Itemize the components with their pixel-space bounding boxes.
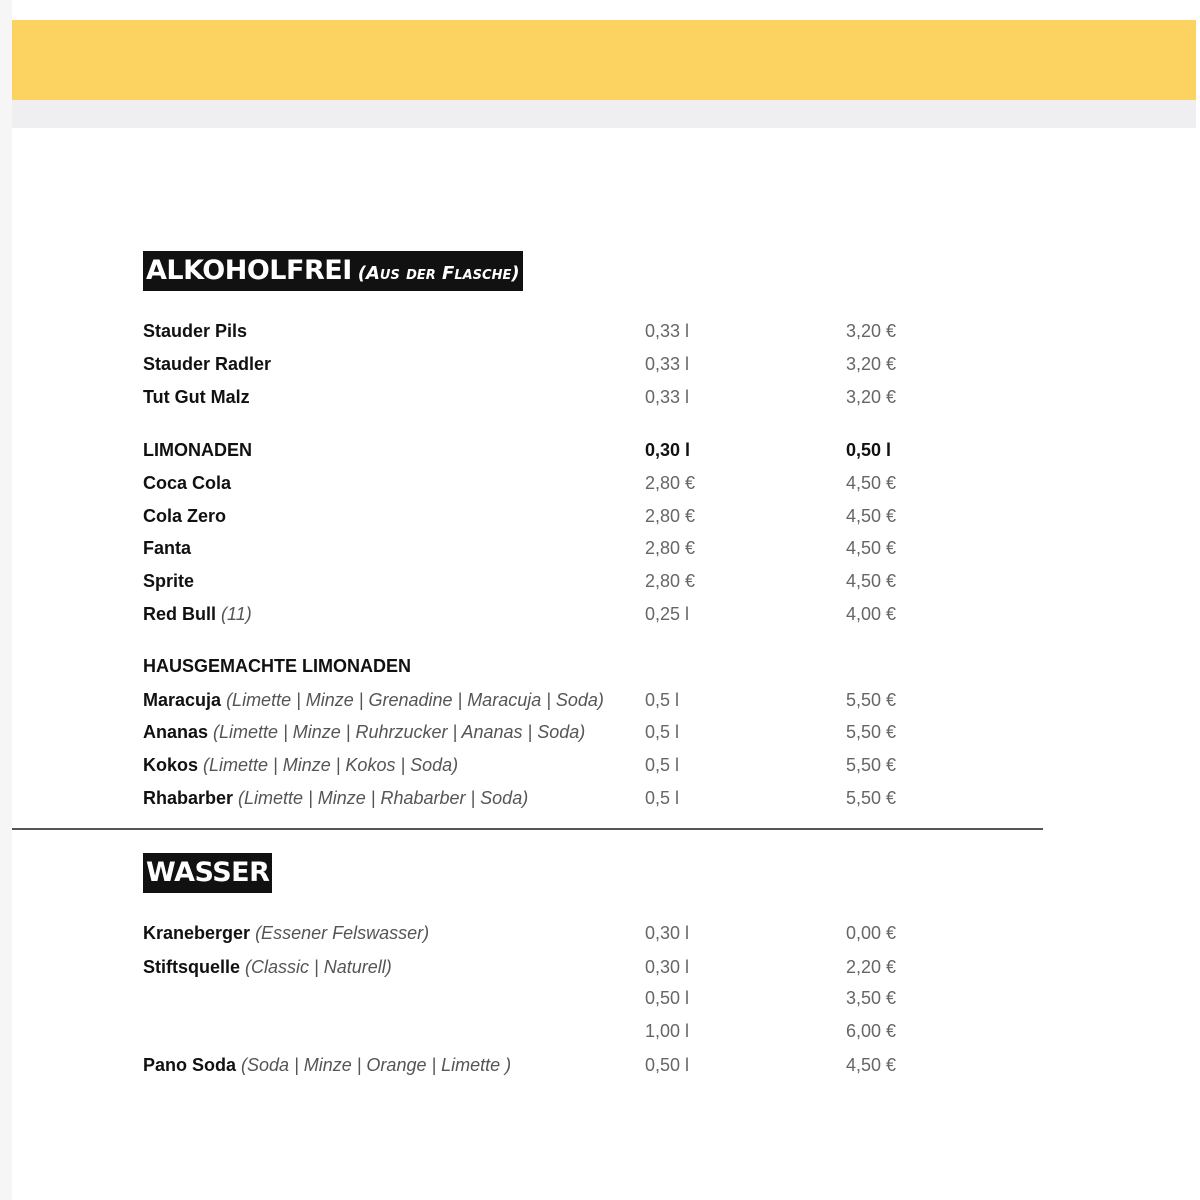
menu-row: [143, 1052, 943, 1078]
menu-row: [143, 985, 943, 1011]
item-volume: 0,50 l: [645, 1055, 690, 1075]
item-price-large: 4,50 €: [846, 538, 897, 558]
item-name: Coca Cola: [143, 473, 232, 493]
subsection-header-hausgemacht: [143, 653, 943, 679]
item-description: (11): [221, 604, 252, 624]
item-price: 3,20 €: [846, 321, 897, 341]
section-title-main: ALKOHOLFREI: [146, 255, 352, 286]
left-edge: [0, 0, 12, 1200]
item-volume: 0,33 l: [645, 387, 690, 407]
item-name: Cola Zero: [143, 506, 227, 526]
item-price: 3,50 €: [846, 988, 897, 1008]
item-description: (Limette | Minze | Kokos | Soda): [203, 755, 459, 775]
item-description: (Soda | Minze | Orange | Limette ): [241, 1055, 512, 1075]
header-banner: [12, 20, 1196, 100]
item-price-large: 4,50 €: [846, 473, 897, 493]
item-volume: 0,5 l: [645, 755, 680, 775]
item-name-wrap: [143, 1052, 511, 1078]
item-price: 3,20 €: [846, 354, 897, 374]
item-name: Rhabarber: [143, 788, 234, 808]
item-name: Kokos: [143, 755, 199, 775]
item-name: Stauder Pils: [143, 321, 248, 341]
item-price: 5,50 €: [846, 755, 897, 775]
item-name: Stiftsquelle: [143, 957, 241, 977]
item-price: 5,50 €: [846, 722, 897, 742]
menu-row: [143, 954, 943, 980]
menu-row: [143, 687, 943, 713]
item-price: 4,00 €: [846, 604, 897, 624]
section-divider: [12, 828, 1043, 830]
menu-row: [143, 503, 943, 529]
item-price: 6,00 €: [846, 1021, 897, 1041]
item-volume: 0,5 l: [645, 788, 680, 808]
item-description: (Limette | Minze | Grenadine | Maracuja | Soda): [226, 690, 604, 710]
item-name: Sprite: [143, 571, 195, 591]
item-name-wrap: [143, 785, 528, 811]
item-price: 3,20 €: [846, 387, 897, 407]
item-name-wrap: [143, 920, 429, 946]
section-title-sub: (Aus der Flasche): [357, 263, 520, 284]
menu-row: [143, 719, 943, 745]
column-header-small: 0,30 l: [645, 440, 691, 460]
item-name: Tut Gut Malz: [143, 387, 250, 407]
item-volume: 0,50 l: [645, 988, 690, 1008]
item-price-small: 2,80 €: [645, 538, 696, 558]
item-volume: 0,25 l: [645, 604, 690, 624]
subsection-header-limonaden: [143, 437, 943, 463]
item-price: 2,20 €: [846, 957, 897, 977]
item-name-wrap: [143, 601, 252, 627]
item-name-wrap: [143, 719, 585, 745]
item-name: Fanta: [143, 538, 192, 558]
item-name-wrap: [143, 954, 392, 980]
item-name: Kraneberger: [143, 923, 251, 943]
section-title-alkoholfrei: [143, 251, 523, 291]
item-price: 5,50 €: [846, 788, 897, 808]
item-name: Red Bull: [143, 604, 217, 624]
item-volume: 0,5 l: [645, 722, 680, 742]
menu-row: [143, 785, 943, 811]
item-price: 5,50 €: [846, 690, 897, 710]
item-description: (Classic | Naturell): [245, 957, 392, 977]
item-name: Stauder Radler: [143, 354, 272, 374]
item-volume: 0,33 l: [645, 354, 690, 374]
item-name-wrap: [143, 752, 458, 778]
item-price-large: 4,50 €: [846, 506, 897, 526]
item-description: (Limette | Minze | Rhabarber | Soda): [238, 788, 529, 808]
column-header-large: 0,50 l: [846, 440, 892, 460]
item-price-small: 2,80 €: [645, 571, 696, 591]
item-name: Ananas: [143, 722, 209, 742]
item-price: 0,00 €: [846, 923, 897, 943]
item-name: Maracuja: [143, 690, 222, 710]
item-name: Pano Soda: [143, 1055, 237, 1075]
menu-row: [143, 752, 943, 778]
item-volume: 0,5 l: [645, 690, 680, 710]
menu-row: [143, 535, 943, 561]
subsection-title: HAUSGEMACHTE LIMONADEN: [143, 656, 411, 676]
subsection-title: LIMONADEN: [143, 440, 252, 460]
section-title-main: WASSER: [146, 857, 270, 888]
section-title-wasser: [143, 853, 272, 893]
top-margin: [0, 0, 1200, 20]
item-volume: 1,00 l: [645, 1021, 690, 1041]
menu-row: [143, 920, 943, 946]
item-description: (Essener Felswasser): [255, 923, 430, 943]
menu-row: [143, 351, 943, 377]
menu-row: [143, 601, 943, 627]
menu-row: [143, 470, 943, 496]
menu-row: [143, 568, 943, 594]
menu-row: [143, 318, 943, 344]
item-name-wrap: [143, 687, 604, 713]
item-price-small: 2,80 €: [645, 506, 696, 526]
item-volume: 0,33 l: [645, 321, 690, 341]
item-volume: 0,30 l: [645, 923, 690, 943]
header-banner-shadow: [12, 100, 1196, 128]
menu-row: [143, 1018, 943, 1044]
item-price: 4,50 €: [846, 1055, 897, 1075]
item-description: (Limette | Minze | Ruhrzucker | Ananas | Soda): [213, 722, 586, 742]
menu-row: [143, 384, 943, 410]
item-price-small: 2,80 €: [645, 473, 696, 493]
item-volume: 0,30 l: [645, 957, 690, 977]
item-price-large: 4,50 €: [846, 571, 897, 591]
